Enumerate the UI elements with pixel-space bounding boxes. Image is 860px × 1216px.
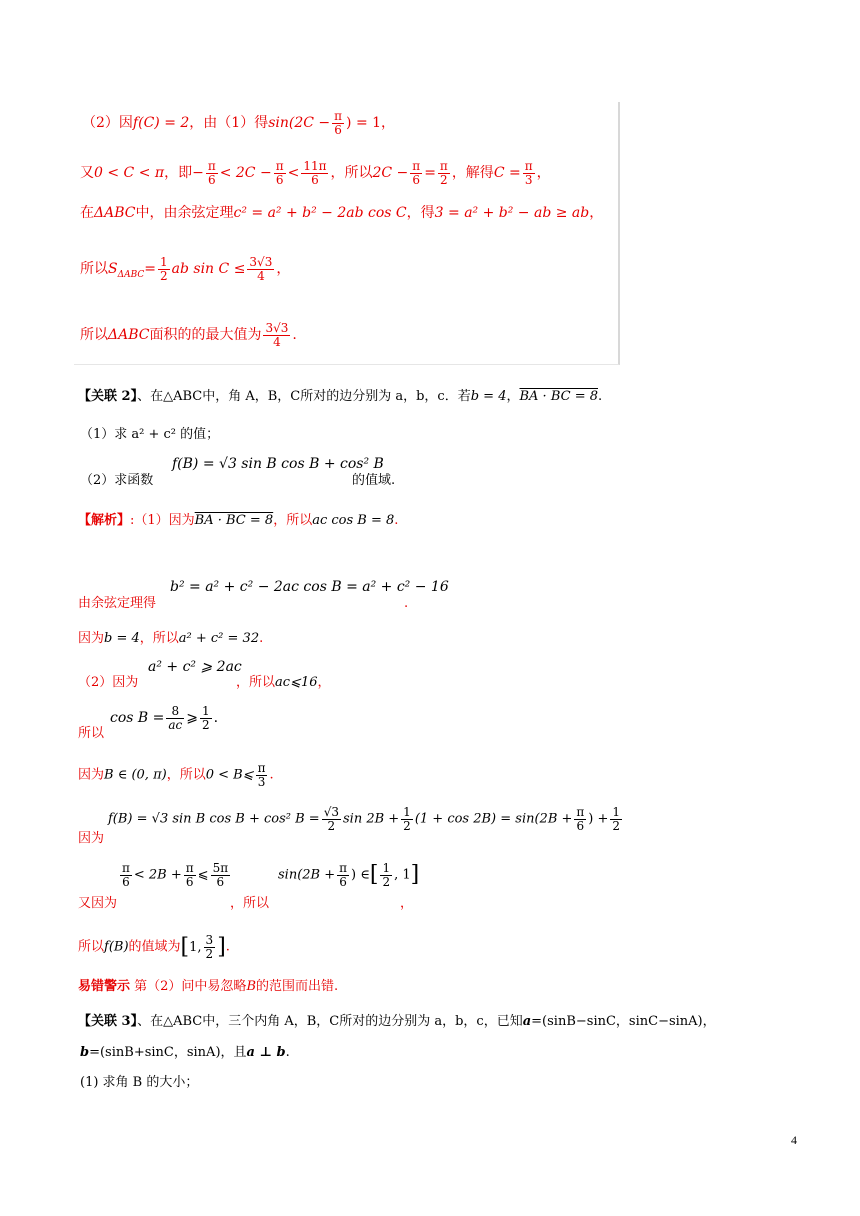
num: 11π — [303, 159, 327, 173]
text: 因为 — [78, 767, 105, 783]
math: ΔABC — [94, 205, 136, 221]
text: 又 — [80, 165, 94, 182]
q2-line — [78, 390, 602, 403]
fraction — [438, 160, 450, 186]
text: . — [259, 631, 264, 646]
fraction — [200, 705, 212, 731]
math: b = 4 — [104, 631, 140, 646]
num: π — [257, 761, 266, 775]
num: √3 — [323, 805, 339, 819]
q3-line-2 — [80, 1046, 290, 1059]
num: 3√3 — [265, 321, 289, 335]
num: π — [412, 159, 421, 173]
text: 所以 — [78, 939, 105, 955]
num: π — [524, 159, 533, 173]
num: 5π — [212, 861, 229, 875]
text: ，解得 — [451, 165, 494, 182]
q3-line-1 — [78, 1015, 716, 1028]
subscript: ΔABC — [117, 269, 145, 280]
text: ，所以 — [330, 165, 373, 182]
math: 0 < C < π — [94, 165, 165, 182]
den: 6 — [339, 874, 347, 889]
den: 4 — [257, 268, 265, 283]
fraction — [610, 806, 622, 832]
math: f(B) — [104, 939, 129, 955]
fraction — [247, 256, 274, 282]
sol-line-7-formula — [108, 806, 624, 832]
sol-line-8-label-3: ， — [400, 896, 414, 911]
text: =(sinB+sinC，sinA)，且 — [89, 1045, 247, 1060]
text: （2）因 — [82, 115, 133, 132]
fraction — [166, 705, 184, 731]
text: ， — [317, 675, 331, 690]
num: 1 — [403, 805, 411, 819]
math: 3 = a² + b² − ab ≥ ab — [434, 205, 590, 221]
math: 1, — [189, 939, 202, 955]
den: 2 — [612, 818, 621, 833]
math: a — [522, 1014, 532, 1029]
sol-line-5-label: 所以 — [78, 726, 105, 741]
sol-line-4-label: （2）因为 — [78, 675, 139, 690]
text: ，得 — [406, 205, 435, 221]
sol-line-2-end: . — [404, 596, 409, 611]
num: 1 — [382, 861, 391, 875]
num: π — [439, 159, 448, 173]
math: f(C) = 2 — [132, 115, 190, 132]
fraction — [206, 160, 218, 186]
math: B ∈ (0, π) — [104, 767, 167, 783]
num: 8 — [166, 705, 184, 719]
math: sin(2B + — [278, 867, 336, 883]
text: ，所以 — [236, 675, 276, 690]
text: 第（2）问中易忽略 — [134, 979, 247, 994]
math: ab sin C ≤ — [171, 261, 246, 278]
warning-label: 易错警示 — [78, 979, 131, 994]
text: 所以 — [80, 327, 108, 344]
math: ac⩽16 — [275, 675, 318, 690]
sol-tag: 【解析】 — [78, 513, 131, 528]
math: sin(2C − — [268, 115, 331, 132]
fraction — [380, 862, 392, 888]
math: c² = a² + b² − 2ab cos C — [233, 205, 407, 221]
text: ，由（1）得 — [189, 115, 269, 132]
math: = — [144, 261, 156, 278]
sol-line-2-formula: b² = a² + c² − 2ac cos B = a² + c² − 16 — [170, 579, 449, 595]
fraction — [204, 934, 216, 960]
fraction — [322, 806, 341, 832]
text: . — [225, 939, 230, 955]
math: f(B) = √3 sin B cos B + cos² B = — [108, 811, 320, 827]
math: ΔABC — [108, 327, 150, 344]
text: ，所以 — [273, 513, 313, 528]
text: 在 — [80, 205, 94, 221]
num: π — [207, 159, 216, 173]
den: 2 — [440, 172, 448, 187]
text: 中，由余弦定理 — [135, 205, 234, 221]
den: 2 — [403, 818, 411, 833]
fraction — [301, 160, 328, 186]
math: BA · BC = 8 — [194, 513, 274, 528]
text: ， — [506, 389, 520, 404]
text: ，所以 — [139, 631, 179, 646]
math: ac cos B = 8 — [312, 513, 395, 528]
fraction — [574, 806, 586, 832]
num: π — [339, 861, 348, 875]
bracket: [ — [369, 862, 379, 888]
math: BA · BC = 8 — [519, 389, 598, 404]
text: :（1）因为 — [130, 513, 195, 528]
den: 2 — [160, 268, 168, 283]
box-line-2: 又0 < C < π，即− $\frac{\pi}{6}$ < 2C − $\frac{\pi}{6}$ < $\frac{11\pi}{6}$ ，所以2C − $\frac{\pi}{6}$ = $\frac{\pi}{2}$ ，解得C = $\frac{\pi}{3}$ ， — [80, 159, 551, 187]
sol-line-8-formula-1 — [118, 862, 232, 888]
num: π — [334, 109, 343, 123]
fraction — [158, 256, 170, 282]
sol-line-4-formula: a² + c² ⩾ 2ac — [148, 659, 242, 675]
fraction — [410, 160, 422, 186]
bracket: ] — [217, 934, 226, 960]
text: ， — [589, 205, 604, 221]
fraction — [211, 862, 231, 888]
text: . — [285, 1045, 290, 1060]
math: ) ∈ — [351, 867, 370, 883]
text: 所以 — [80, 261, 108, 278]
sol-line-4-tail — [236, 676, 331, 689]
sol-line-9 — [78, 934, 230, 960]
sol-line-2-label: 由余弦定理得 — [78, 596, 157, 611]
warning-line — [78, 980, 338, 993]
math: S — [108, 261, 118, 278]
sol-line-8-label-2: ，所以 — [230, 896, 270, 911]
box-line-5 — [80, 322, 297, 348]
text: 面积的的最大值为 — [149, 327, 262, 344]
math: sin 2B + — [342, 811, 400, 827]
page-number: 4 — [791, 1133, 797, 1147]
math: < 2B + — [133, 867, 182, 883]
sol-line-7-label: 因为 — [78, 831, 105, 846]
math: a ⊥ b — [246, 1045, 286, 1060]
den: ac — [168, 717, 183, 732]
den: 3 — [257, 774, 266, 789]
den: 6 — [334, 122, 342, 137]
math: a² + c² = 32 — [178, 631, 260, 646]
math: B — [246, 979, 256, 994]
num: π — [122, 861, 130, 875]
den: 6 — [207, 172, 216, 187]
den: 4 — [273, 334, 281, 349]
box-line-4 — [80, 256, 290, 282]
fraction — [337, 862, 349, 888]
box-line-3 — [80, 206, 603, 220]
q2-part-1: （1）求 a² + c² 的值； — [80, 427, 220, 442]
num: 1 — [201, 704, 210, 718]
text: . — [292, 327, 297, 344]
text: =(sinB−sinC，sinC−sinA)， — [531, 1014, 716, 1029]
math: b — [80, 1045, 90, 1060]
num: 1 — [160, 255, 168, 269]
math: 0 < B⩽ — [205, 767, 254, 783]
num: 3 — [205, 933, 214, 947]
text: ，所以 — [166, 767, 206, 783]
fraction — [274, 160, 286, 186]
math: ⩾ — [186, 710, 198, 727]
math: ) + — [588, 811, 609, 827]
text: . — [213, 710, 219, 727]
math: ⩽ — [197, 867, 209, 883]
sol-line-3 — [78, 632, 263, 645]
text: 因为 — [78, 631, 105, 646]
num: 1 — [612, 805, 621, 819]
den: 6 — [576, 818, 585, 833]
q2-intro: 、在△ABC中，角 A，B，C所对的边分别为 a，b，c．若 — [137, 389, 471, 404]
sol-line-5-formula — [110, 705, 218, 731]
q2-part-2-formula: f(B) = √3 sin B cos B + cos² B — [172, 456, 384, 472]
sol-line-8-label-1: 又因为 — [78, 896, 118, 911]
math: (1 + cos 2B) = sin(2B + — [414, 811, 573, 827]
num: 3√3 — [249, 255, 273, 269]
fraction — [256, 762, 268, 788]
q3-part-1: (1) 求角 B 的大小； — [80, 1075, 199, 1090]
den: 3 — [524, 172, 533, 187]
sol-line-1 — [78, 514, 398, 527]
den: 6 — [185, 874, 194, 889]
math: , 1 — [394, 867, 411, 883]
math: ) = 1， — [346, 115, 396, 132]
q2-title: 【关联 2】 — [78, 389, 138, 404]
text: ，即 — [164, 165, 193, 182]
den: 6 — [216, 874, 225, 889]
den: 6 — [275, 172, 284, 187]
den: 2 — [201, 717, 210, 732]
den: 2 — [382, 874, 391, 889]
text: . — [394, 513, 399, 528]
range — [180, 933, 226, 961]
den: 2 — [327, 818, 336, 833]
num: π — [576, 805, 585, 819]
sol-line-8-formula-2 — [278, 862, 419, 888]
fraction — [120, 862, 132, 888]
math: C = — [493, 165, 521, 182]
bracket: [ — [180, 934, 190, 960]
den: 6 — [412, 172, 421, 187]
text: 的值域为 — [128, 939, 181, 955]
math: 2C − — [372, 165, 409, 182]
text: . — [269, 767, 274, 783]
den: 6 — [122, 874, 130, 889]
den: 6 — [311, 172, 319, 187]
text: ， — [276, 261, 291, 278]
sol-line-6 — [78, 762, 274, 788]
fraction — [263, 322, 290, 348]
text: 的范围而出错. — [256, 979, 339, 994]
fraction — [184, 862, 196, 888]
bracket: ] — [410, 862, 420, 888]
num: π — [275, 159, 284, 173]
text: 、在△ABC中，三个内角 A，B，C所对的边分别为 a，b，c，已知 — [137, 1014, 523, 1029]
fraction — [332, 110, 344, 136]
num: π — [185, 861, 194, 875]
den: 2 — [205, 946, 214, 961]
q2-part-2-end: 的值域. — [352, 473, 396, 488]
math: cos B = — [110, 710, 165, 727]
fraction — [401, 806, 413, 832]
q3-title: 【关联 3】 — [78, 1014, 138, 1029]
text: . — [598, 389, 603, 404]
box-line-1 — [82, 110, 395, 136]
math: < 2C − — [219, 165, 272, 182]
q2-part-2-label: （2）求函数 — [80, 473, 154, 488]
fraction — [523, 160, 535, 186]
math: b = 4 — [470, 389, 507, 404]
